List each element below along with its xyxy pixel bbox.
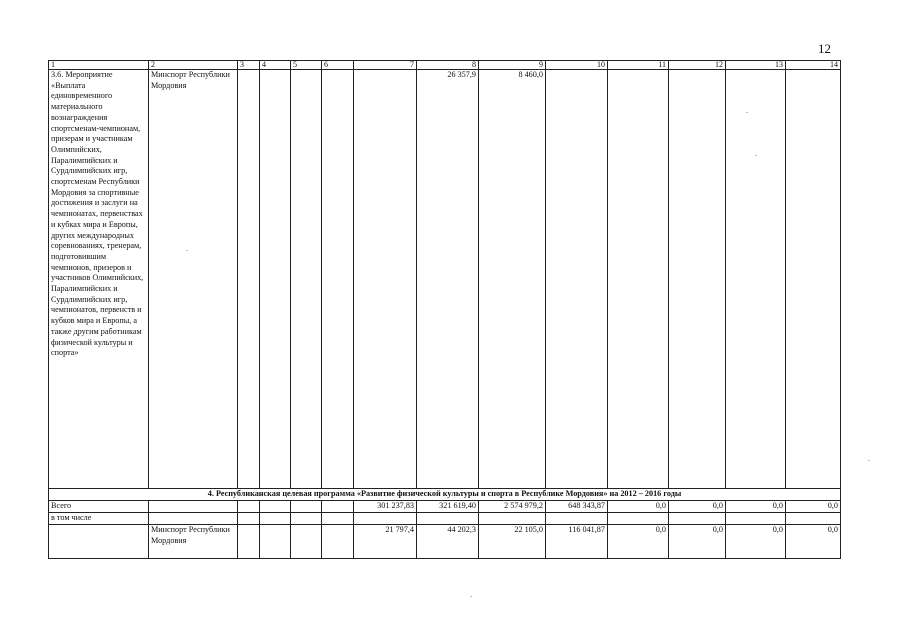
including-row (49, 513, 841, 525)
header-cell: 14 (786, 61, 841, 70)
empty-cell (260, 525, 291, 559)
empty-cell (291, 70, 322, 489)
total-value-col7: 301 237,83 (354, 501, 417, 513)
empty-cell (786, 70, 841, 489)
header-row (49, 61, 841, 70)
scan-speck (868, 460, 870, 461)
total-value-col9: 2 574 979,2 (479, 501, 546, 513)
section-title: 4. Республиканская целевая программа «Развитие физической культуры и спорта в Республике Мордовия» на 2012 – 2016 годы (49, 489, 841, 501)
empty-cell (291, 513, 322, 525)
header-cell: 9 (479, 61, 546, 70)
measure-executor: Минспорт Республики Мордовия (149, 70, 238, 489)
header-cell: 7 (354, 61, 417, 70)
total-value-col8: 321 619,40 (417, 501, 479, 513)
including-label: в том числе (49, 513, 149, 525)
empty-cell (260, 501, 291, 513)
empty-cell (260, 513, 291, 525)
empty-cell (608, 513, 669, 525)
empty-cell (291, 501, 322, 513)
ministry-value-col13: 0,0 (726, 525, 786, 559)
ministry-value-col7: 21 797,4 (354, 525, 417, 559)
total-value-col12: 0,0 (669, 501, 726, 513)
scan-speck (755, 155, 757, 156)
empty-cell (322, 525, 354, 559)
empty-cell (322, 513, 354, 525)
empty-cell (238, 513, 260, 525)
total-value-col10: 648 343,87 (546, 501, 608, 513)
ministry-value-col11: 0,0 (608, 525, 669, 559)
ministry-value-col10: 116 041,87 (546, 525, 608, 559)
ministry-row (49, 525, 841, 559)
empty-cell (149, 513, 238, 525)
total-label: Всего (49, 501, 149, 513)
empty-cell (238, 70, 260, 489)
ministry-value-col8: 44 202,3 (417, 525, 479, 559)
empty-cell (291, 525, 322, 559)
empty-cell (669, 70, 726, 489)
empty-cell (479, 513, 546, 525)
header-cell: 12 (669, 61, 726, 70)
header-cell: 4 (260, 61, 291, 70)
empty-cell (322, 501, 354, 513)
header-cell: 2 (149, 61, 238, 70)
ministry-value-col14: 0,0 (786, 525, 841, 559)
total-value-col11: 0,0 (608, 501, 669, 513)
section-row (49, 489, 841, 501)
empty-cell (417, 513, 479, 525)
measure-row (49, 70, 841, 489)
empty-cell (354, 70, 417, 489)
ministry-value-col9: 22 105,0 (479, 525, 546, 559)
ministry-executor: Минспорт Республики Мордовия (149, 525, 238, 559)
scan-speck (746, 112, 748, 113)
empty-cell (726, 513, 786, 525)
header-cell: 3 (238, 61, 260, 70)
empty-cell (49, 525, 149, 559)
scan-speck (186, 250, 188, 251)
empty-cell (546, 513, 608, 525)
header-cell: 1 (49, 61, 149, 70)
empty-cell (238, 525, 260, 559)
budget-table (48, 60, 841, 559)
total-row (49, 501, 841, 513)
empty-cell (322, 70, 354, 489)
empty-cell (149, 501, 238, 513)
header-cell: 6 (322, 61, 354, 70)
empty-cell (354, 513, 417, 525)
empty-cell (260, 70, 291, 489)
measure-name: 3.6. Мероприятие «Выплата единовременного материального вознаграждения спортсменам-чемпионам, призерам и участникам Олимпийских, Паралимпийских и Сурдлимпийских игр, спортсменам Республики Мордовия за спортивные достижения и заслуги на чемпионатах, первенствах и кубках мира и Европы, других международных соревнованиях, тренерам, подготовившим чемпионов, призеров и участников Олимпийских, Паралимпийских и Сурдлимпийских игр, чемпионатов, первенств и кубков мира и Европы, а также другим работникам физической культуры и спорта» (49, 70, 149, 489)
header-cell: 10 (546, 61, 608, 70)
total-value-col14: 0,0 (786, 501, 841, 513)
header-cell: 13 (726, 61, 786, 70)
header-cell: 11 (608, 61, 669, 70)
header-cell: 5 (291, 61, 322, 70)
empty-cell (726, 70, 786, 489)
empty-cell (669, 513, 726, 525)
empty-cell (238, 501, 260, 513)
empty-cell (608, 70, 669, 489)
empty-cell (786, 513, 841, 525)
ministry-value-col12: 0,0 (669, 525, 726, 559)
measure-value-col8: 26 357,9 (417, 70, 479, 489)
measure-value-col9: 8 460,0 (479, 70, 546, 489)
empty-cell (546, 70, 608, 489)
page-number: 12 (818, 41, 831, 56)
total-value-col13: 0,0 (726, 501, 786, 513)
scan-speck (470, 596, 472, 597)
header-cell: 8 (417, 61, 479, 70)
